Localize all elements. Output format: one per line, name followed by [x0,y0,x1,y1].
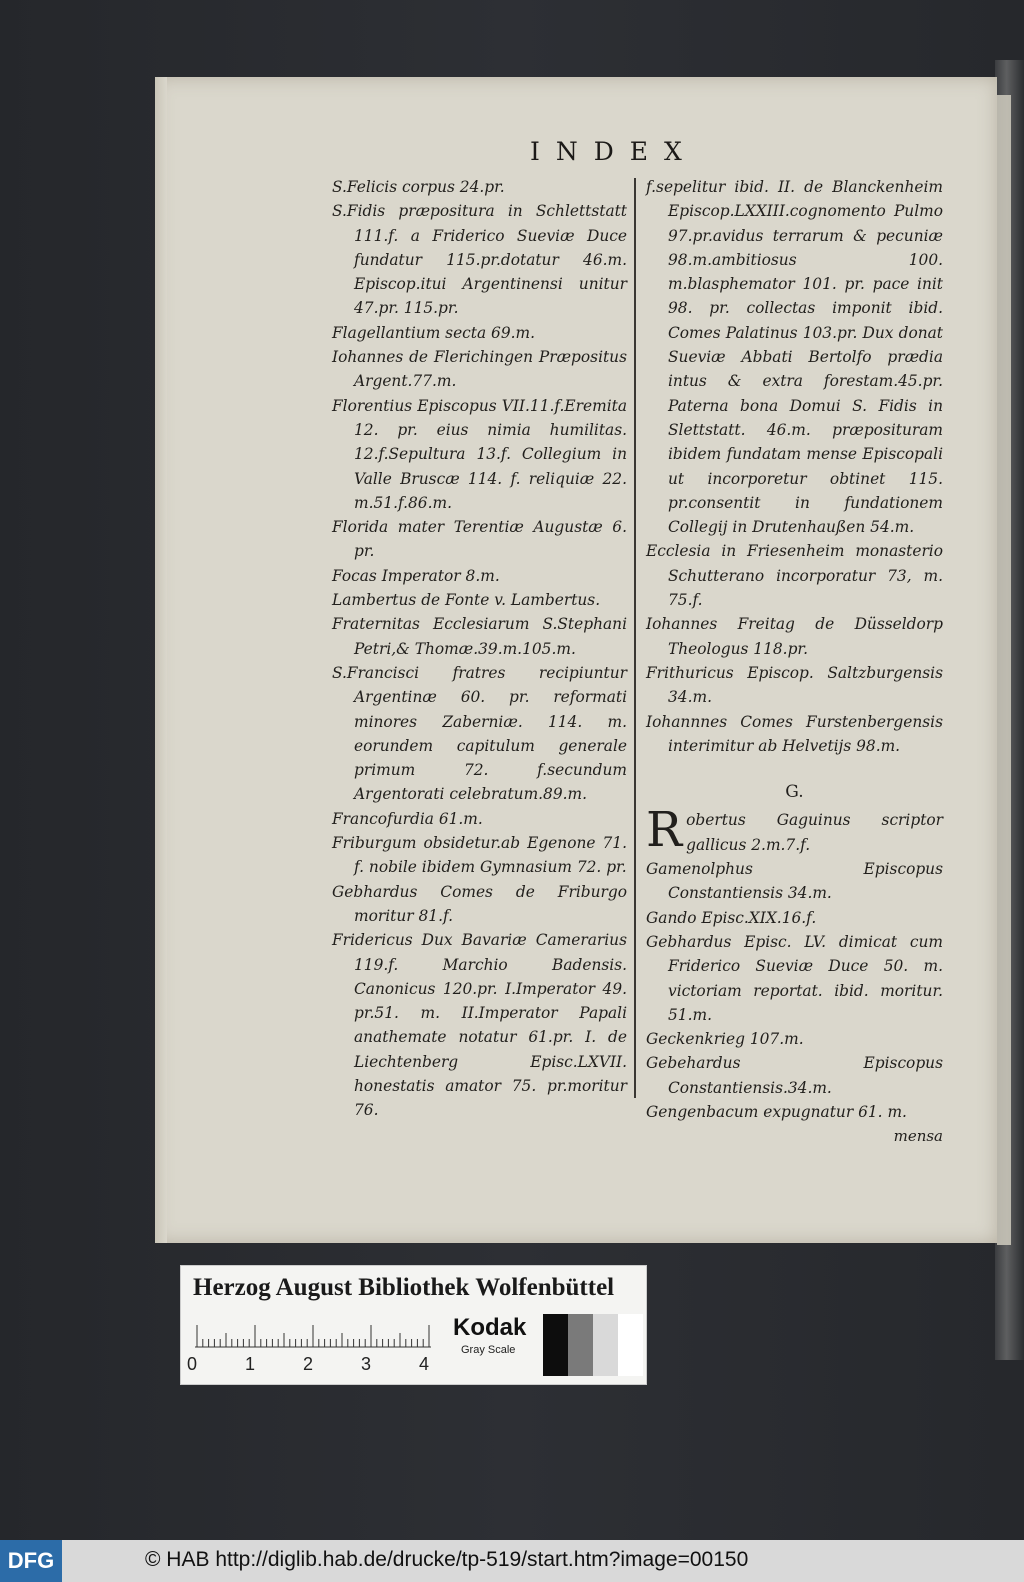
gray-swatches [543,1314,643,1376]
ruler-number: 3 [361,1354,372,1374]
brand-label: Kodak [453,1314,527,1341]
gray-swatch [593,1314,618,1376]
index-entry: Focas Imperator 8.m. [332,566,500,585]
index-entry: Friburgum obsidetur.ab Egenone 71. f. nobile ibidem Gymnasium 72. pr. [332,834,627,877]
index-entry: Gebehardus Episcopus Constantiensis.34.m. [646,1054,943,1097]
color-target-card [180,1265,647,1385]
library-name: Herzog August Bibliothek Wolfenbüttel [193,1274,615,1301]
measurement-ruler [195,1318,431,1348]
gray-swatch [568,1314,593,1376]
dropcap-letter: R [646,802,683,859]
index-entry: Francofurdia 61.m. [332,809,483,828]
dropcap-entry-text: obertus Gaguinus scriptor gallicus 2.m.7.f. [686,811,943,854]
ruler-number: 4 [419,1354,430,1374]
index-entry: f.sepelitur ibid. II. de Blanckenheim Episcop.LXXIII.cognomento Pulmo 97.pr.avidus terrarum & pecuniæ 98.m.ambitiosus 100. m.blasphemator 101. pr. pace init 98. pr. collectas imponit ibid. Comes Palatinus 103.pr. Dux donat Sueviæ Abbati Bertolfo prædia intus & extra forestam.45.pr. Paterna bona Domui S. Fidis in Slettstatt. 46.m. præposituram ibidem fundatam mense Episcopali ut incorporetur obtinet 115. pr.consentit in fundationem Collegij in Drutenhaußen 54.m. [646,178,943,537]
index-entry: Geckenkrieg 107.m. [646,1030,804,1049]
ruler-number: 2 [303,1354,314,1374]
index-entry: Gebhardus Comes de Friburgo moritur 81.f. [332,882,627,925]
index-entry: Frithuricus Episcop. Saltzburgensis 34.m. [646,663,943,707]
index-entry: Florida mater Terentiæ Augustæ 6. pr. [332,518,627,561]
index-entry: Lambertus de Fonte v. Lambertus. [332,591,601,610]
index-column-right [646,175,943,1149]
right-column-entries-bottom [646,857,943,1124]
dropcap-entry [646,802,943,859]
index-entry: Iohannnes Comes Furstenbergensis interimitur ab Helvetijs 98.m. [646,712,943,755]
index-entry: Gamenolphus Episcopus Constantiensis 34.m. [646,860,943,903]
right-column-entries-top [646,175,943,758]
index-entry: Iohannes Freitag de Düsseldorp Theologus 118.pr. [646,615,943,658]
index-entry: S.Francisci fratres recipiuntur Argentinæ 60. pr. reformati minores Zaberniæ. 114. m. eorundem capitulum generale primum 72. f.secundum Argentorati celebratum.89.m. [332,663,627,804]
ruler-number: 0 [187,1354,198,1374]
index-entry: Gebhardus Episc. LV. dimicat cum Friderico Sueviæ Duce 50. m. victoriam reportat. ibid. moritur. 51.m. [646,932,943,1024]
index-entry: Flagellantium secta 69.m. [332,323,536,342]
footer-bar [0,1540,1024,1582]
credit-line: © HAB http://diglib.hab.de/drucke/tp-519/start.htm?image=00150 [145,1548,749,1571]
index-entry: Iohannes de Flerichingen Præpositus Argent.77.m. [332,348,627,391]
ruler-number: 1 [245,1354,256,1374]
index-entry: Fridericus Dux Bavariæ Camerarius 119.f. Marchio Badensis. Canonicus 120.pr. I.Imperator 49. pr.51. m. II.Imperator Papali anathemate notatur 61.pr. I. de Liechtenberg Episc.LXVII. honestatis amator 75. pr.moritur 76. [332,931,627,1120]
index-entry: Ecclesia in Friesenheim monasterio Schutterano incorporatur 73, m. 75.f. [646,542,943,610]
index-entry: S.Felicis corpus 24.pr. [332,178,505,196]
section-letter: G. [785,782,804,803]
index-entry: Florentius Episcopus VII.11.f.Eremita 12. pr. eius nimia humilitas. 12.f.Sepultura 13.f. Collegium in Valle Bruscæ 114. f. reliquiæ 22. m.51.f.86.m. [332,396,627,512]
gray-swatch [543,1314,568,1376]
index-column-left [332,175,627,1123]
catchword: mensa [893,1127,943,1146]
column-divider [634,178,636,1098]
facing-page-edge [997,95,1011,1245]
index-entry: Fraternitas Ecclesiarum S.Stephani Petri,& Thomæ.39.m.105.m. [332,615,627,658]
index-entry: Gando Episc.XIX.16.f. [646,908,817,927]
gray-scale-label: Gray Scale [461,1344,516,1356]
index-entry: S.Fidis præpositura in Schlettstatt 111.f. a Friderico Sueviæ Duce fundatur 115.pr.dotatur 46.m. Episcop.itui Argentinensi unitur 47.pr. 115.pr. [332,202,627,318]
dfg-logo: DFG [0,1540,62,1582]
index-entry: Gengenbacum expugnatur 61. m. [646,1102,907,1121]
page-header: INDEX [530,137,698,166]
gray-swatch [618,1314,643,1376]
